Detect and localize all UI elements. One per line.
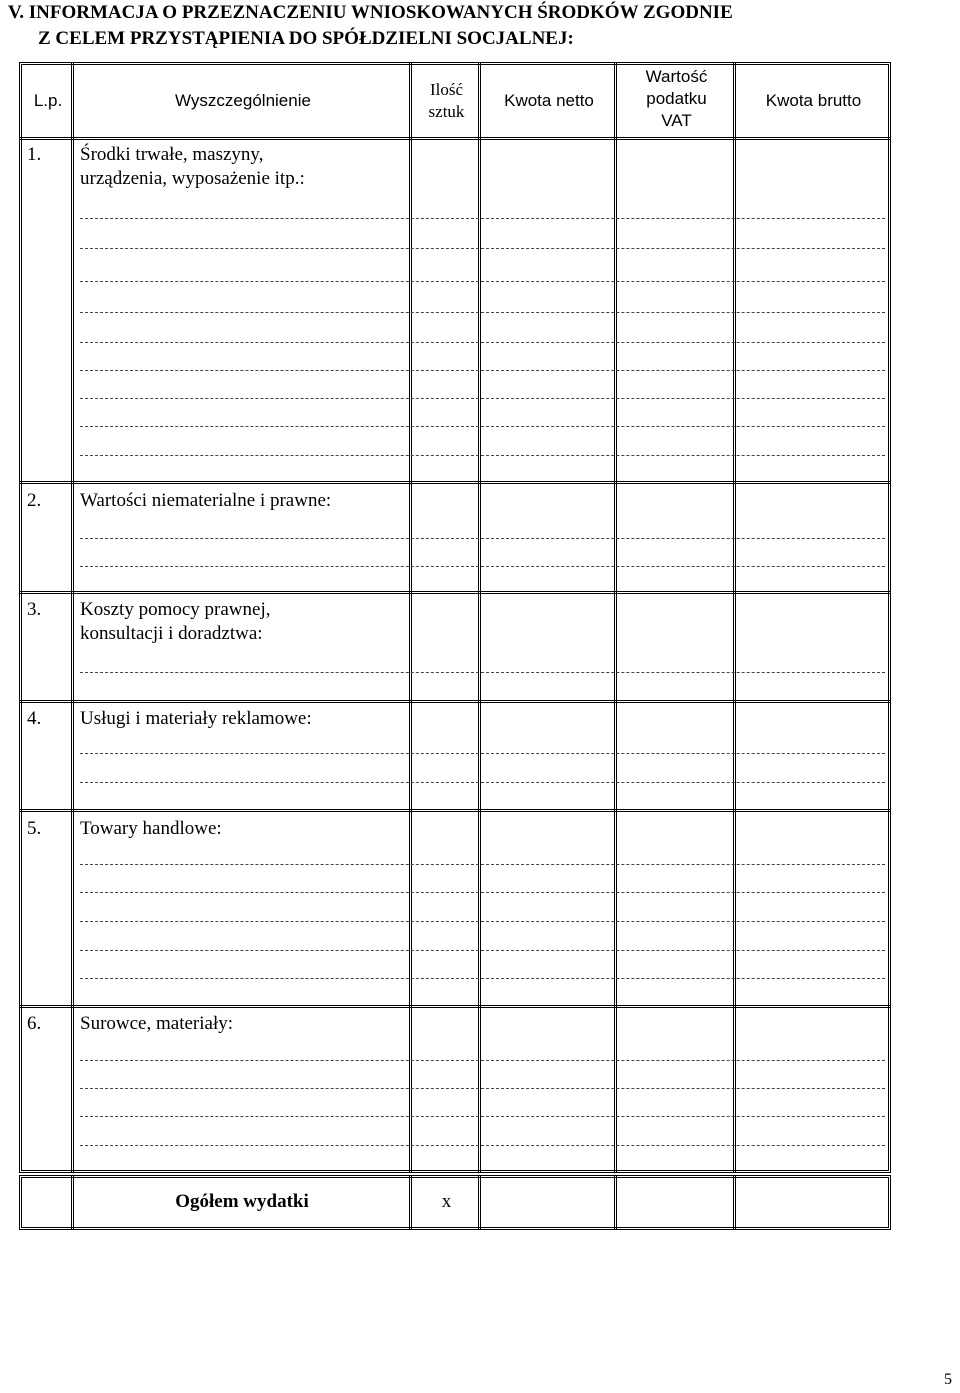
entry-line[interactable] (80, 950, 885, 951)
header-vat-line3: VAT (661, 111, 692, 130)
section-6-label: Surowce, materiały: (80, 1013, 234, 1034)
entry-line[interactable] (80, 1116, 885, 1117)
section-1-label (80, 143, 305, 191)
section-5-label: Towary handlowe: (80, 818, 222, 839)
heading-line-2: Z CELEM PRZYSTĄPIENIA DO SPÓŁDZIELNI SOCJALNEJ: (38, 28, 574, 49)
entry-line[interactable] (80, 892, 885, 893)
header-vat-line2: podatku (646, 89, 707, 108)
entry-line[interactable] (80, 1060, 885, 1061)
section-5-number: 5. (27, 818, 42, 839)
entry-line[interactable] (80, 370, 885, 371)
section-separator (19, 481, 891, 484)
header-quantity (412, 79, 481, 123)
section-separator (19, 809, 891, 812)
section-3-line1: Koszty pomocy prawnej, (80, 599, 271, 620)
section-2-number: 2. (27, 490, 42, 511)
entry-line[interactable] (80, 281, 885, 282)
heading-line-1: V. INFORMACJA O PRZEZNACZENIU WNIOSKOWANYCH ŚRODKÓW ZGODNIE (8, 2, 733, 23)
section-4-number: 4. (27, 708, 42, 729)
entry-line[interactable] (80, 342, 885, 343)
total-label: Ogółem wydatki (175, 1191, 309, 1212)
total-col-divider (733, 1175, 736, 1230)
section-1-line1: Środki trwałe, maszyny, (80, 144, 264, 165)
entry-line[interactable] (80, 921, 885, 922)
entry-line[interactable] (80, 672, 885, 673)
header-quantity-line1: Ilość (429, 80, 464, 99)
entry-line[interactable] (80, 538, 885, 539)
header-gross-amount: Kwota brutto (765, 91, 862, 110)
header-vat-line1: Wartość (645, 67, 708, 86)
header-description: Wyszczególnienie (175, 91, 311, 110)
entry-line[interactable] (80, 312, 885, 313)
entry-line[interactable] (80, 426, 885, 427)
entry-line[interactable] (80, 753, 885, 754)
entry-line[interactable] (80, 782, 885, 783)
entry-line[interactable] (80, 398, 885, 399)
header-quantity-line2: sztuk (428, 102, 465, 121)
entry-line[interactable] (80, 864, 885, 865)
entry-line[interactable] (80, 978, 885, 979)
header-lp: L.p. (33, 91, 63, 110)
entry-line[interactable] (80, 1145, 885, 1146)
section-2-label: Wartości niematerialne i prawne: (80, 490, 332, 511)
section-3-line2: konsultacji i doradztwa: (80, 623, 263, 644)
section-6-number: 6. (27, 1013, 42, 1034)
entry-line[interactable] (80, 248, 885, 249)
section-3-number: 3. (27, 599, 42, 620)
section-separator (19, 1005, 891, 1008)
header-net-amount: Kwota netto (504, 91, 594, 110)
section-separator (19, 591, 891, 594)
entry-line[interactable] (80, 218, 885, 219)
total-col-divider (614, 1175, 617, 1230)
section-separator (19, 700, 891, 703)
entry-line[interactable] (80, 455, 885, 456)
section-1-number: 1. (27, 144, 42, 165)
section-4-label: Usługi i materiały reklamowe: (80, 708, 312, 729)
header-separator (19, 137, 891, 140)
total-quantity-mark: x (441, 1191, 452, 1212)
entry-line[interactable] (80, 566, 885, 567)
entry-line[interactable] (80, 1088, 885, 1089)
section-3-label (80, 598, 270, 646)
section-1-line2: urządzenia, wyposażenie itp.: (80, 168, 305, 189)
page-number: 5 (944, 1371, 952, 1388)
header-vat-value (617, 66, 736, 132)
